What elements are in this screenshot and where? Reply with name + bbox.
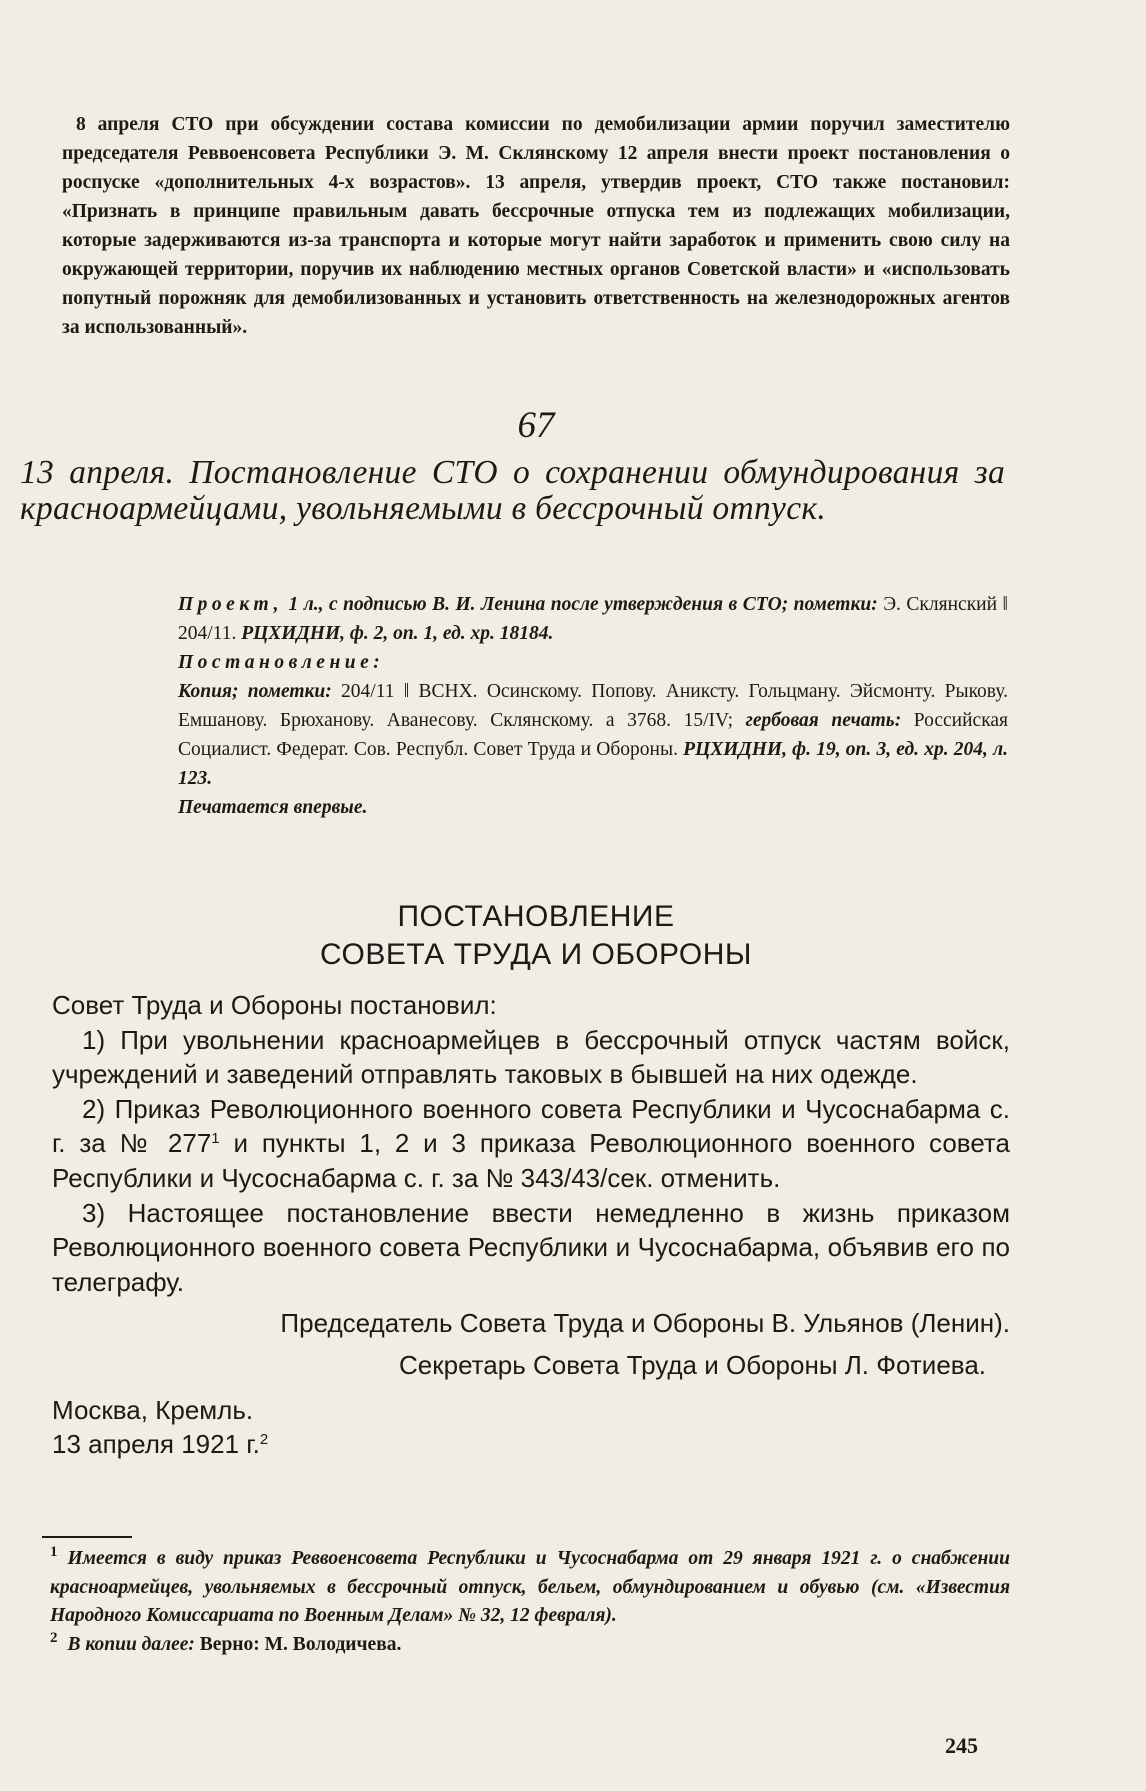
item2-part1: 2) Приказ Революционного военного совета Республики и Чусоснабарма с. г. за № 277 [52,1093,1010,1159]
first-print-note: Печатается впервые. [178,797,368,818]
page-number: 245 [945,1733,978,1758]
decree-item-3: 3) Настоящее постановление ввести немедленно в жизнь приказом Революционного военного совета Республики и Чусоснабарма, объявив его по телеграфу. [52,1197,1010,1297]
signature-secretary: Секретарь Совета Труда и Обороны Л. Фотиева. [399,1349,986,1380]
footnote-1 [50,1545,1010,1631]
footnote-ref-2: 2 [259,1431,269,1449]
decree-preamble: Совет Труда и Обороны постановил: [52,990,497,1020]
document-title: 13 апреля. Постановление СТО о сохранении обмундирования за красноармейцами, увольняемыми в бессрочный отпуск. [20,454,1005,527]
date-line [52,1427,1010,1462]
signature-chair: Председатель Совета Труда и Обороны В. Ульянов (Ленин). [280,1308,1010,1339]
draft-desc: 1 л., с подписью В. И. Ленина после утверждения в СТО; пометки: [288,594,878,615]
decree-body [52,988,1010,1462]
decree-item-1: 1) При увольнении красноармейцев в бессрочный отпуск частям войск, учреждений и заведений отправлять таковых в бывшей на них одежде. [52,1024,1010,1090]
document-number: 67 [517,405,555,446]
decree-title-line1: ПОСТАНОВЛЕНИЕ [397,900,675,933]
intro-section [62,110,1010,342]
seal-label: гербовая печать: [745,710,902,731]
decree-label: Постановление: [178,652,385,673]
footnote-ref-1: 1 [211,1130,220,1148]
footnote-2 [50,1631,1010,1660]
footnotes [50,1545,1010,1659]
archive-decree-label [178,648,1008,677]
decree-item-2 [52,1092,1010,1196]
footnote-2-number: 2 [50,1629,58,1646]
draft-marks: Э. Склянский ‖ 204/11. [178,594,1009,644]
archive-draft [178,590,1008,648]
archive-copy [178,677,1008,793]
date: 13 апреля 1921 г. [52,1429,260,1460]
decree-heading [62,898,1010,974]
draft-label: Проект, [178,594,283,615]
footnote-2-label: В копии далее: [67,1633,195,1655]
archive-notes [178,590,1008,822]
copy-fund: РЦХИДНИ, ф. 19, оп. 3, ед. хр. 204, л. 123. [178,739,1009,789]
copy-desc: Копия; пометки: [178,681,332,702]
footnote-1-number: 1 [50,1544,58,1560]
decree-title-line2: СОВЕТА ТРУДА И ОБОРОНЫ [320,938,752,971]
footnote-1-text: Имеется в виду приказ Реввоенсовета Республики и Чусоснабарма от 29 января 1921 г. о снабжении красноармейцев, увольняемых в бессрочный отпуск, бельем, обмундированием и обувью (см. «Известия Народного Комиссариата по Военным Делам» № 32, 12 февраля). [50,1548,1010,1626]
draft-fund: РЦХИДНИ, ф. 2, оп. 1, ед. хр. 18184. [241,623,554,644]
footnote-divider [42,1536,132,1538]
copy-marks: 204/11 ‖ ВСНХ. Осинскому. Попову. Аниксту. Гольцману. Эйсмонту. Рыкову. Емшанову. Брюханову. Аванесову. Склянскому. а 3768. 15/IV; [178,681,1009,731]
place: Москва, Кремль. [52,1394,254,1425]
item2-part2: и пункты 1, 2 и 3 приказа Революционного военного совета Республики и Чусоснабарма с. г. за № 343/43/сек. отменить. [52,1128,1010,1193]
intro-paragraph: 8 апреля СТО при обсуждении состава комиссии по демобилизации армии поручил заместителю председателя Реввоенсовета Республики Э. М. Склянскому 12 апреля внести проект постановления о роспуске «дополнительных 4-х возрастов». 13 апреля, утвердив проект, СТО также постановил: «Признать в принципе правильным давать бессрочные отпуска тем из подлежащих мобилизации, которые задерживаются из-за транспорта и которые могут найти заработок и применить свою силу на окружающей территории, поручив их наблюдению местных органов Советской власти» и «использовать попутный порожняк для демобилизованных и установить ответственность на железнодорожных агентов за использованный». [62,114,1010,338]
seal-text: Российская Социалист. Федерат. Сов. Республ. Совет Труда и Обороны. [178,710,1009,760]
footnote-2-text: Верно: М. Володичева. [199,1633,402,1655]
